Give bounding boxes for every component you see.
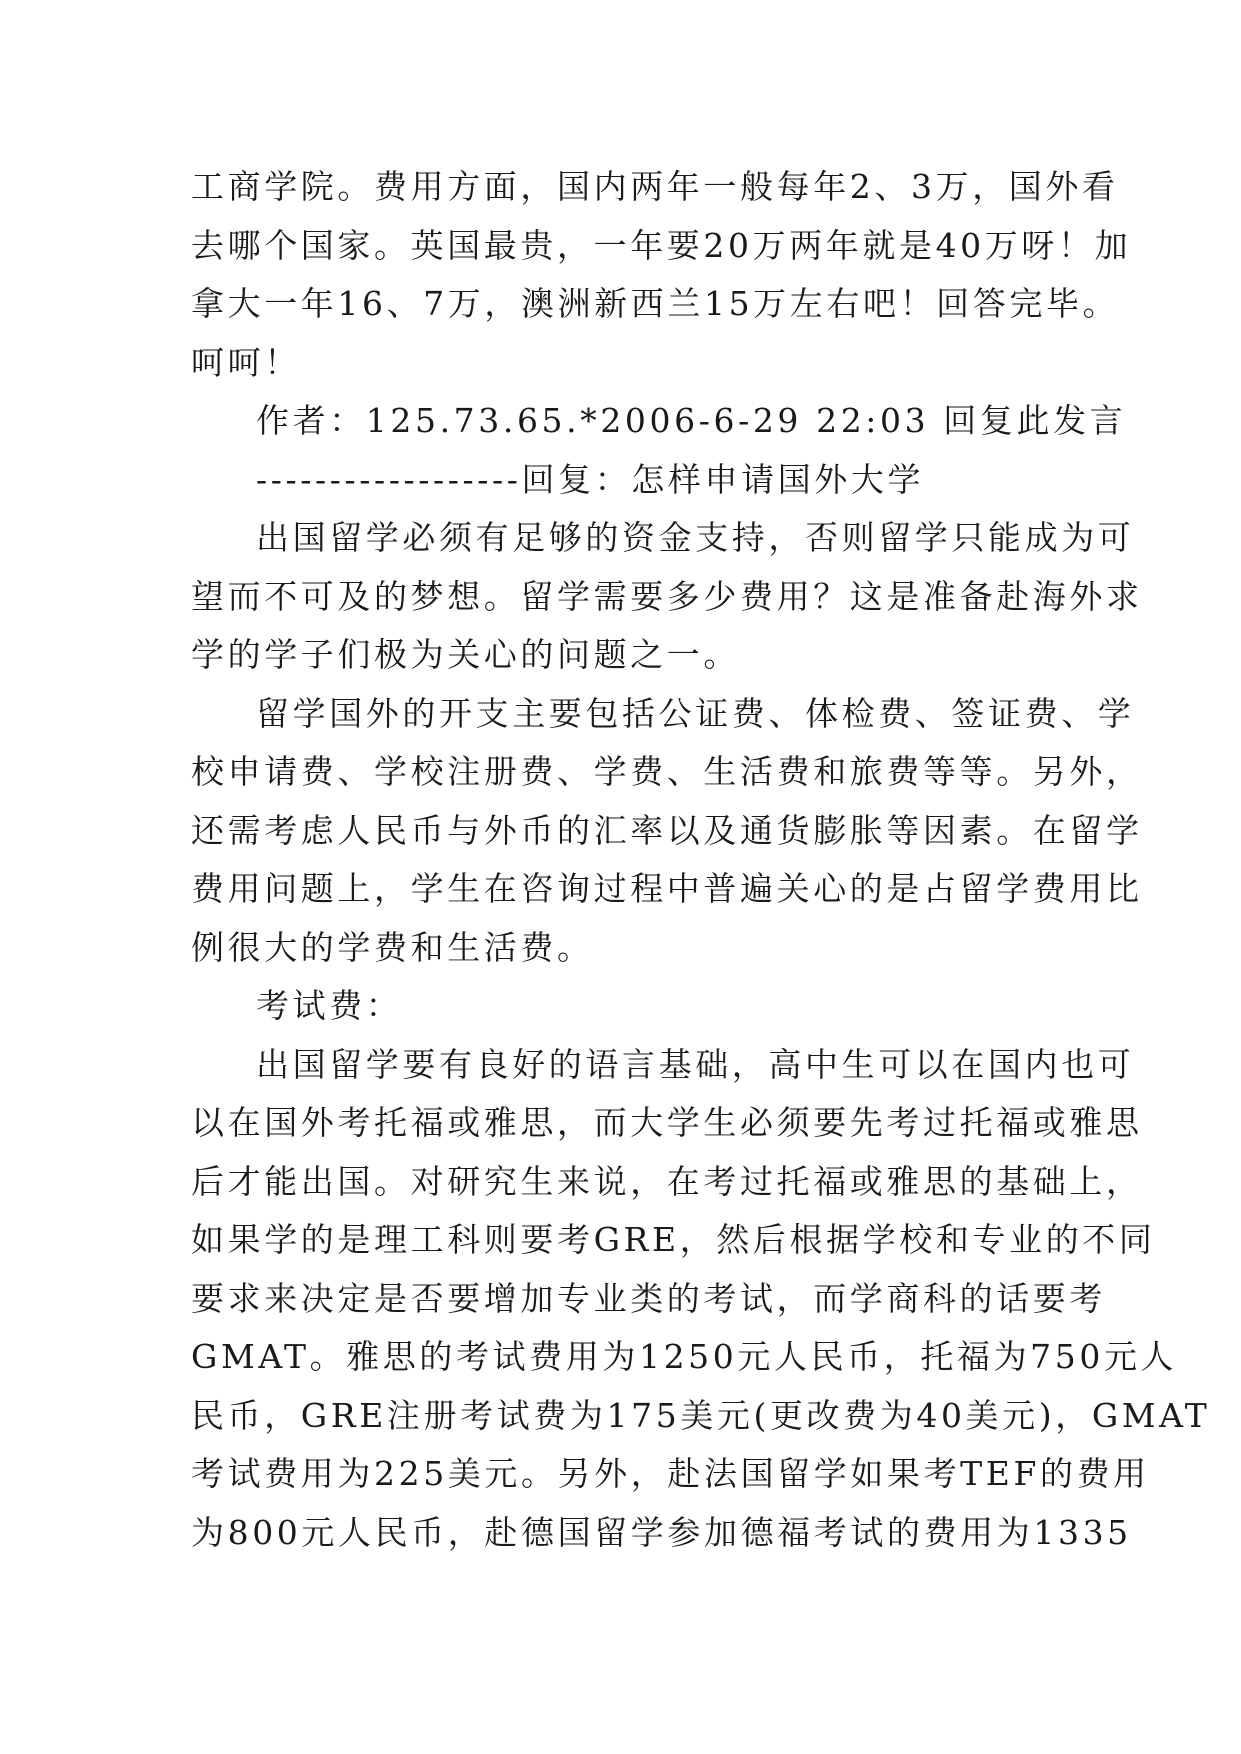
text-line: 呵呵！	[191, 342, 301, 382]
text-line: 还需考虑人民币与外币的汇率以及通货膨胀等因素。在留学	[191, 810, 1143, 850]
text-line: 学的学子们极为关心的问题之一。	[191, 635, 740, 674]
text-line: 以在国外考托福或雅思，而大学生必须要先考过托福或雅思	[191, 1103, 1143, 1142]
text-line: 要求来决定是否要增加专业类的考试，而学商科的话要考	[191, 1278, 1106, 1318]
reply-header-line: ------------------回复：怎样申请国外大学	[256, 459, 925, 499]
section-heading: 考试费：	[256, 986, 403, 1025]
text-line: 民币，GRE注册考试费为175美元(更改费为40美元)，GMAT	[191, 1395, 1211, 1435]
post-author-line: 作者：125.73.65.*2006-6-29 22:03 回复此发言	[256, 401, 1127, 440]
text-line: 如果学的是理工科则要考GRE，然后根据学校和专业的不同	[191, 1220, 1156, 1259]
text-line: 校申请费、学校注册费、学费、生活费和旅费等等。另外，	[191, 752, 1143, 791]
text-line: 留学国外的开支主要包括公证费、体检费、签证费、学	[256, 693, 1135, 733]
text-line: 后才能出国。对研究生来说，在考过托福或雅思的基础上，	[191, 1161, 1143, 1201]
document-page	[191, 158, 1211, 1562]
text-line: 望而不可及的梦想。留学需要多少费用？这是准备赴海外求	[191, 576, 1143, 616]
text-line: 费用问题上，学生在咨询过程中普遍关心的是占留学费用比	[191, 869, 1143, 908]
text-line: 去哪个国家。英国最贵，一年要20万两年就是40万呀！加	[191, 225, 1132, 265]
text-line: 考试费用为225美元。另外，赴法国留学如果考TEF的费用	[191, 1454, 1150, 1493]
text-line: 工商学院。费用方面，国内两年一般每年2、3万，国外看	[191, 167, 1119, 206]
text-line: 出国留学要有良好的语言基础，高中生可以在国内也可	[256, 1044, 1135, 1084]
text-line: GMAT。雅思的考试费用为1250元人民币，托福为750元人	[191, 1337, 1178, 1376]
text-line: 例很大的学费和生活费。	[191, 927, 594, 967]
text-line: 为800元人民币，赴德国留学参加德福考试的费用为1335	[191, 1512, 1132, 1552]
text-line: 拿大一年16、7万，澳洲新西兰15万左右吧！回答完毕。	[191, 284, 1120, 323]
text-line: 出国留学必须有足够的资金支持，否则留学只能成为可	[256, 518, 1135, 557]
